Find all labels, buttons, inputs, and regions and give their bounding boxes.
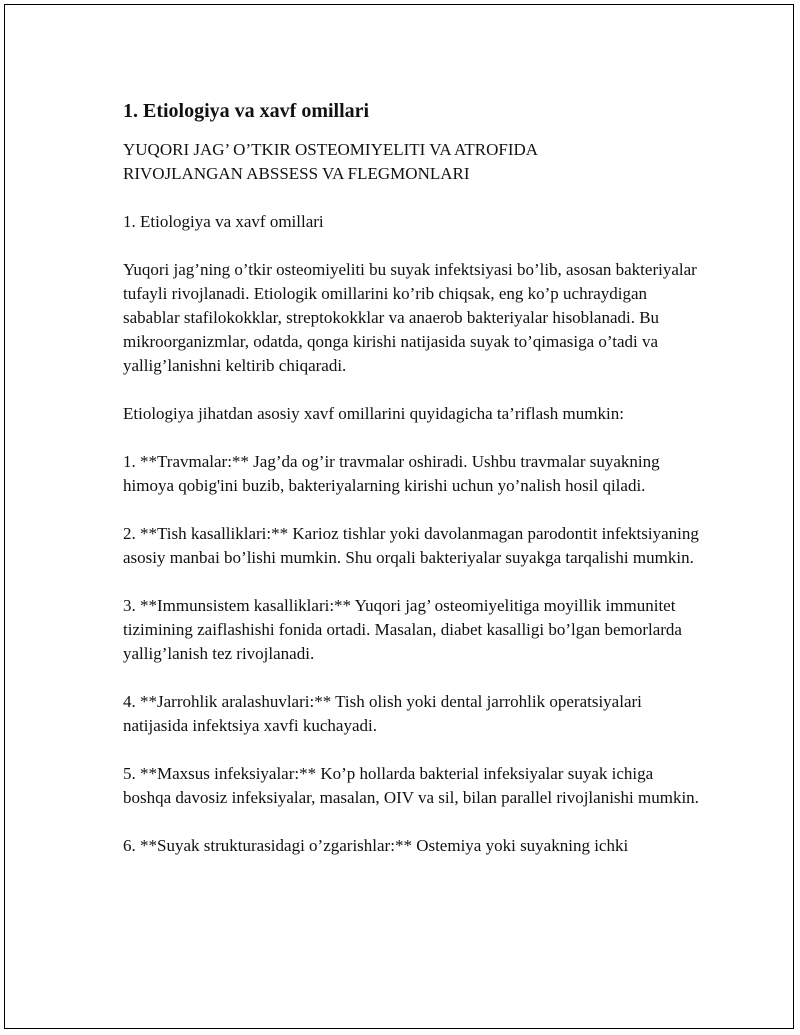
lead-paragraph: Etiologiya jihatdan asosiy xavf omillarini quyidagicha ta’riflash mumkin: [123,404,624,423]
list-item-jarrohlik: 4. **Jarrohlik aralashuvlari:** Tish olish yoki dental jarrohlik operatsiyalari natijasida infektsiya xavfi kuchayadi. [123,692,642,735]
list-item-tish-kasalliklari: 2. **Tish kasalliklari:** Karioz tishlar yoki davolanmagan parodontit infektsiyaning asosiy manbai bo’lishi mumkin. Shu orqali bakteriyalar suyakga tarqalishi mumkin. [123,524,699,567]
list-item-immunsistem: 3. **Immunsistem kasalliklari:** Yuqori jag’ osteomiyelitiga moyillik immunitet tizimining zaiflashishi fonida ortadi. Masalan, diabet kasalligi bo’lgan bemorlarda yallig’lanish tez rivojlanadi. [123,596,682,663]
section-heading: 1. Etiologiya va xavf omillari [123,100,370,122]
section-label: 1. Etiologiya va xavf omillari [123,212,324,231]
list-item-maxsus-infeksiyalar: 5. **Maxsus infeksiyalar:** Ko’p hollarda bakterial infeksiyalar suyak ichiga boshqa davosiz infeksiyalar, masalan, OIV va sil, bilan parallel rivojlanishi mumkin. [123,764,699,807]
document-page [4,4,794,1029]
list-item-suyak-strukturasi: 6. **Suyak strukturasidagi o’zgarishlar:** Ostemiya yoki suyakning ichki [123,836,629,855]
document-content [123,99,703,882]
document-title: YUQORI JAG’ O’TKIR OSTEOMIYELITI VA ATROFIDA RIVOJLANGAN ABSSESS VA FLEGMONLARI [123,140,539,183]
intro-paragraph: Yuqori jag’ning o’tkir osteomiyeliti bu suyak infektsiyasi bo’lib, asosan bakteriyalar tufayli rivojlanadi. Etiologik omillarini ko’rib chiqsak, eng ko’p uchraydigan sabablar stafilokokklar, streptokokklar va anaerob bakteriyalar hisoblanadi. Bu mikroorganizmlar, odatda, qonga kirishi natijasida suyak to’qimasiga o’tadi va yallig’lanishni keltirib chiqaradi. [123,260,697,375]
list-item-travmalar: 1. **Travmalar:** Jag’da og’ir travmalar oshiradi. Ushbu travmalar suyakning himoya qobig'ini buzib, bakteriyalarning kirishi uchun yo’nalish hosil qiladi. [123,452,660,495]
